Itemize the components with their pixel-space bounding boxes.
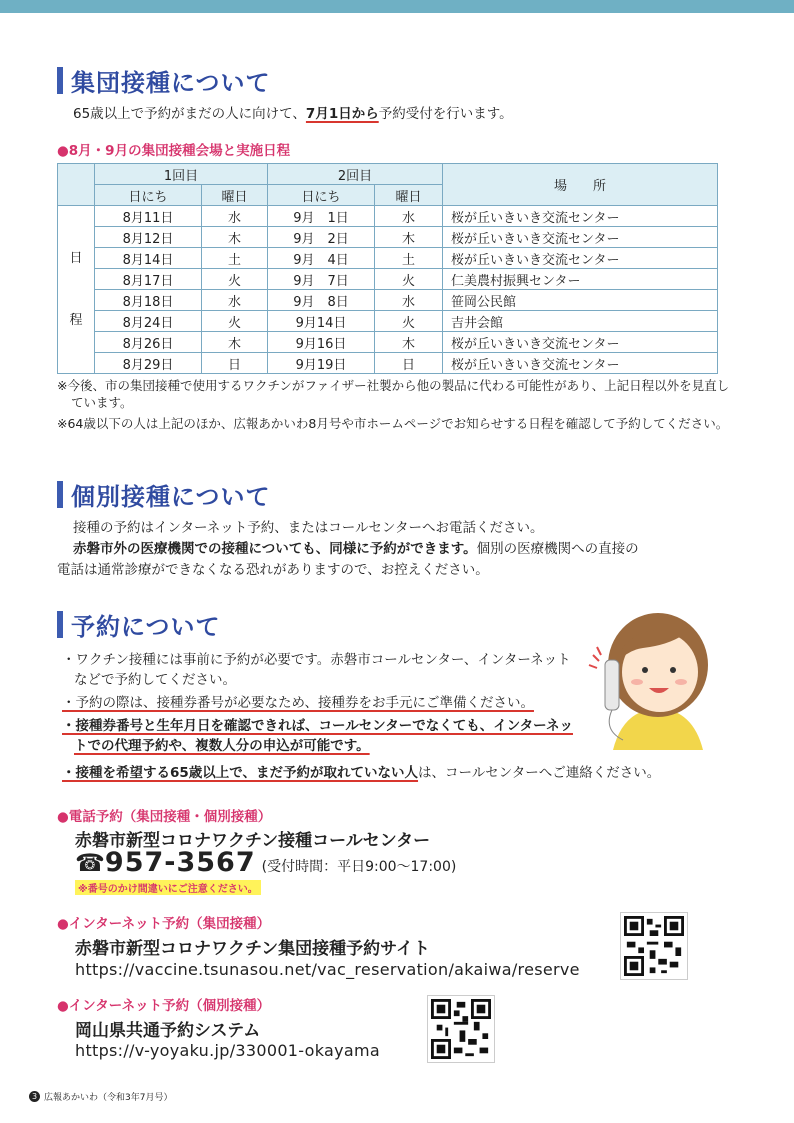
date1: 8月24日 [95, 311, 202, 332]
intro-text-a: 65歳以上で予約がまだの人に向けて、 [73, 106, 306, 122]
page-number: 3 [29, 1091, 40, 1102]
table-corner [58, 164, 95, 206]
date2: 9月 8日 [268, 290, 375, 311]
individual-rest: 個別の医療機関への直接の [476, 541, 639, 557]
place: 吉井会館 [443, 311, 718, 332]
net-indiv-site: 岡山県共通予約システム [75, 1021, 261, 1041]
place: 笹岡公民館 [443, 290, 718, 311]
bullet-4-bold: ・接種を希望する65歳以上で、まだ予約が取れていない人 [62, 765, 419, 781]
top-color-bar [0, 0, 794, 13]
date2: 9月 1日 [268, 206, 375, 227]
date2: 9月 4日 [268, 248, 375, 269]
qr-icon [431, 999, 491, 1059]
individual-section-title: 個別接種について [71, 483, 271, 511]
row-label-2: 程 [69, 312, 83, 328]
head-dow1: 曜日 [202, 185, 268, 206]
footer [29, 1090, 172, 1103]
heading-bar [57, 481, 63, 508]
phone-line [75, 847, 456, 878]
table-row [58, 248, 718, 269]
place: 桜が丘いきいき交流センター [443, 227, 718, 248]
call-center-name: 赤磐市新型コロナワクチン接種コールセンター [75, 831, 431, 851]
dow1: 木 [202, 332, 268, 353]
date2: 9月14日 [268, 311, 375, 332]
date2: 9月 7日 [268, 269, 375, 290]
head-dow2: 曜日 [375, 185, 443, 206]
phone-number[interactable]: 957-3567 [104, 847, 256, 878]
date1: 8月18日 [95, 290, 202, 311]
heading-bar [57, 611, 63, 638]
date1: 8月26日 [95, 332, 202, 353]
woman-phone-illustration [583, 600, 723, 750]
date1: 8月17日 [95, 269, 202, 290]
group-intro [73, 104, 513, 125]
dow1: 日 [202, 353, 268, 374]
table-row [58, 353, 718, 374]
date1: 8月12日 [95, 227, 202, 248]
dow2: 水 [375, 290, 443, 311]
dow1: 木 [202, 227, 268, 248]
table-row [58, 311, 718, 332]
bullet-2 [62, 693, 594, 713]
reservation-section-title: 予約について [71, 613, 221, 641]
individual-line2 [73, 539, 733, 560]
intro-date: 7月1日から [305, 106, 379, 122]
table-row [58, 332, 718, 353]
dow1: 土 [202, 248, 268, 269]
group-section-title: 集団接種について [71, 69, 271, 97]
dow2: 水 [375, 206, 443, 227]
group-section-heading [57, 63, 271, 98]
dow2: 土 [375, 248, 443, 269]
phone-icon: ☎ [75, 849, 105, 877]
table-row [58, 269, 718, 290]
row-label-1: 日 [69, 250, 83, 266]
dow1: 火 [202, 269, 268, 290]
phone-note: ※番号のかけ間違いにご注意ください。 [75, 880, 261, 895]
intro-text-c: 予約受付を行います。 [378, 106, 513, 122]
bullet-4 [62, 763, 734, 783]
dow2: 木 [375, 332, 443, 353]
place: 桜が丘いきいき交流センター [443, 248, 718, 269]
bullet-1: ・ワクチン接種には事前に予約が必要です。赤磐市コールセンター、インターネットなどで予約してください。 [62, 652, 571, 688]
date2: 9月19日 [268, 353, 375, 374]
qr-code-individual[interactable] [427, 995, 495, 1063]
net-group-url[interactable]: https://vaccine.tsunasou.net/vac_reservation/akaiwa/reserve [75, 960, 580, 979]
bullet-3-text: ・接種券番号と生年月日を確認できれば、コールセンターでなくても、インターネットでの代理予約や、複数人分の申込が可能です。 [62, 718, 573, 754]
net-group-site: 赤磐市新型コロナワクチン集団接種予約サイト [75, 939, 430, 959]
net-group-heading: ●インターネット予約（集団接種） [57, 916, 271, 932]
qr-icon [624, 916, 684, 976]
date1: 8月14日 [95, 248, 202, 269]
head-round1: 1回目 [95, 164, 268, 185]
date1: 8月29日 [95, 353, 202, 374]
phone-hours: (受付時間：平日9:00〜17:00) [261, 859, 457, 875]
place: 桜が丘いきいき交流センター [443, 332, 718, 353]
schedule-subheading: ●8月・9月の集団接種会場と実施日程 [57, 143, 291, 159]
net-indiv-url[interactable]: https://v-yoyaku.jp/330001-okayama [75, 1041, 380, 1060]
bullet-4-rest: は、コールセンターへご連絡ください。 [418, 765, 661, 781]
reservation-section-heading [57, 607, 221, 642]
head-round2: 2回目 [268, 164, 443, 185]
place: 桜が丘いきいき交流センター [443, 353, 718, 374]
dow2: 火 [375, 269, 443, 290]
individual-section-heading [57, 477, 271, 512]
individual-line3: 電話は通常診療ができなくなる恐れがありますので、お控えください。 [57, 562, 489, 578]
head-place: 場 所 [443, 164, 718, 206]
schedule-table [57, 163, 718, 374]
dow1: 水 [202, 290, 268, 311]
dow1: 火 [202, 311, 268, 332]
net-indiv-heading: ●インターネット予約（個別接種） [57, 998, 271, 1014]
table-row [58, 290, 718, 311]
row-label-cell [58, 206, 95, 374]
dow2: 日 [375, 353, 443, 374]
dow2: 火 [375, 311, 443, 332]
table-row [58, 227, 718, 248]
individual-bold: 赤磐市外の医療機関での接種についても、同様に予約ができます。 [73, 541, 477, 557]
heading-bar [57, 67, 63, 94]
dow2: 木 [375, 227, 443, 248]
head-date1: 日にち [95, 185, 202, 206]
individual-line1: 接種の予約はインターネット予約、またはコールセンターへお電話ください。 [73, 520, 544, 536]
date1: 8月11日 [95, 206, 202, 227]
head-date2: 日にち [268, 185, 375, 206]
date2: 9月16日 [268, 332, 375, 353]
bullet-3 [62, 716, 584, 756]
place: 桜が丘いきいき交流センター [443, 206, 718, 227]
bullet-2-text: ・予約の際は、接種券番号が必要なため、接種券をお手元にご準備ください。 [62, 695, 534, 711]
dow1: 水 [202, 206, 268, 227]
table-row [58, 206, 718, 227]
note-2: ※64歳以下の人は上記のほか、広報あかいわ8月号や市ホームページでお知らせする日程を確認して予約してください。 [57, 416, 729, 431]
qr-code-group[interactable] [620, 912, 688, 980]
date2: 9月 2日 [268, 227, 375, 248]
place: 仁美農村振興センター [443, 269, 718, 290]
footer-text: 広報あかいわ（令和3年7月号） [44, 1093, 173, 1103]
note-1: ※今後、市の集団接種で使用するワクチンがファイザー社製から他の製品に代わる可能性があり、上記日程以外を見直しています。 [57, 378, 730, 410]
phone-heading: ●電話予約（集団接種・個別接種） [57, 809, 272, 825]
